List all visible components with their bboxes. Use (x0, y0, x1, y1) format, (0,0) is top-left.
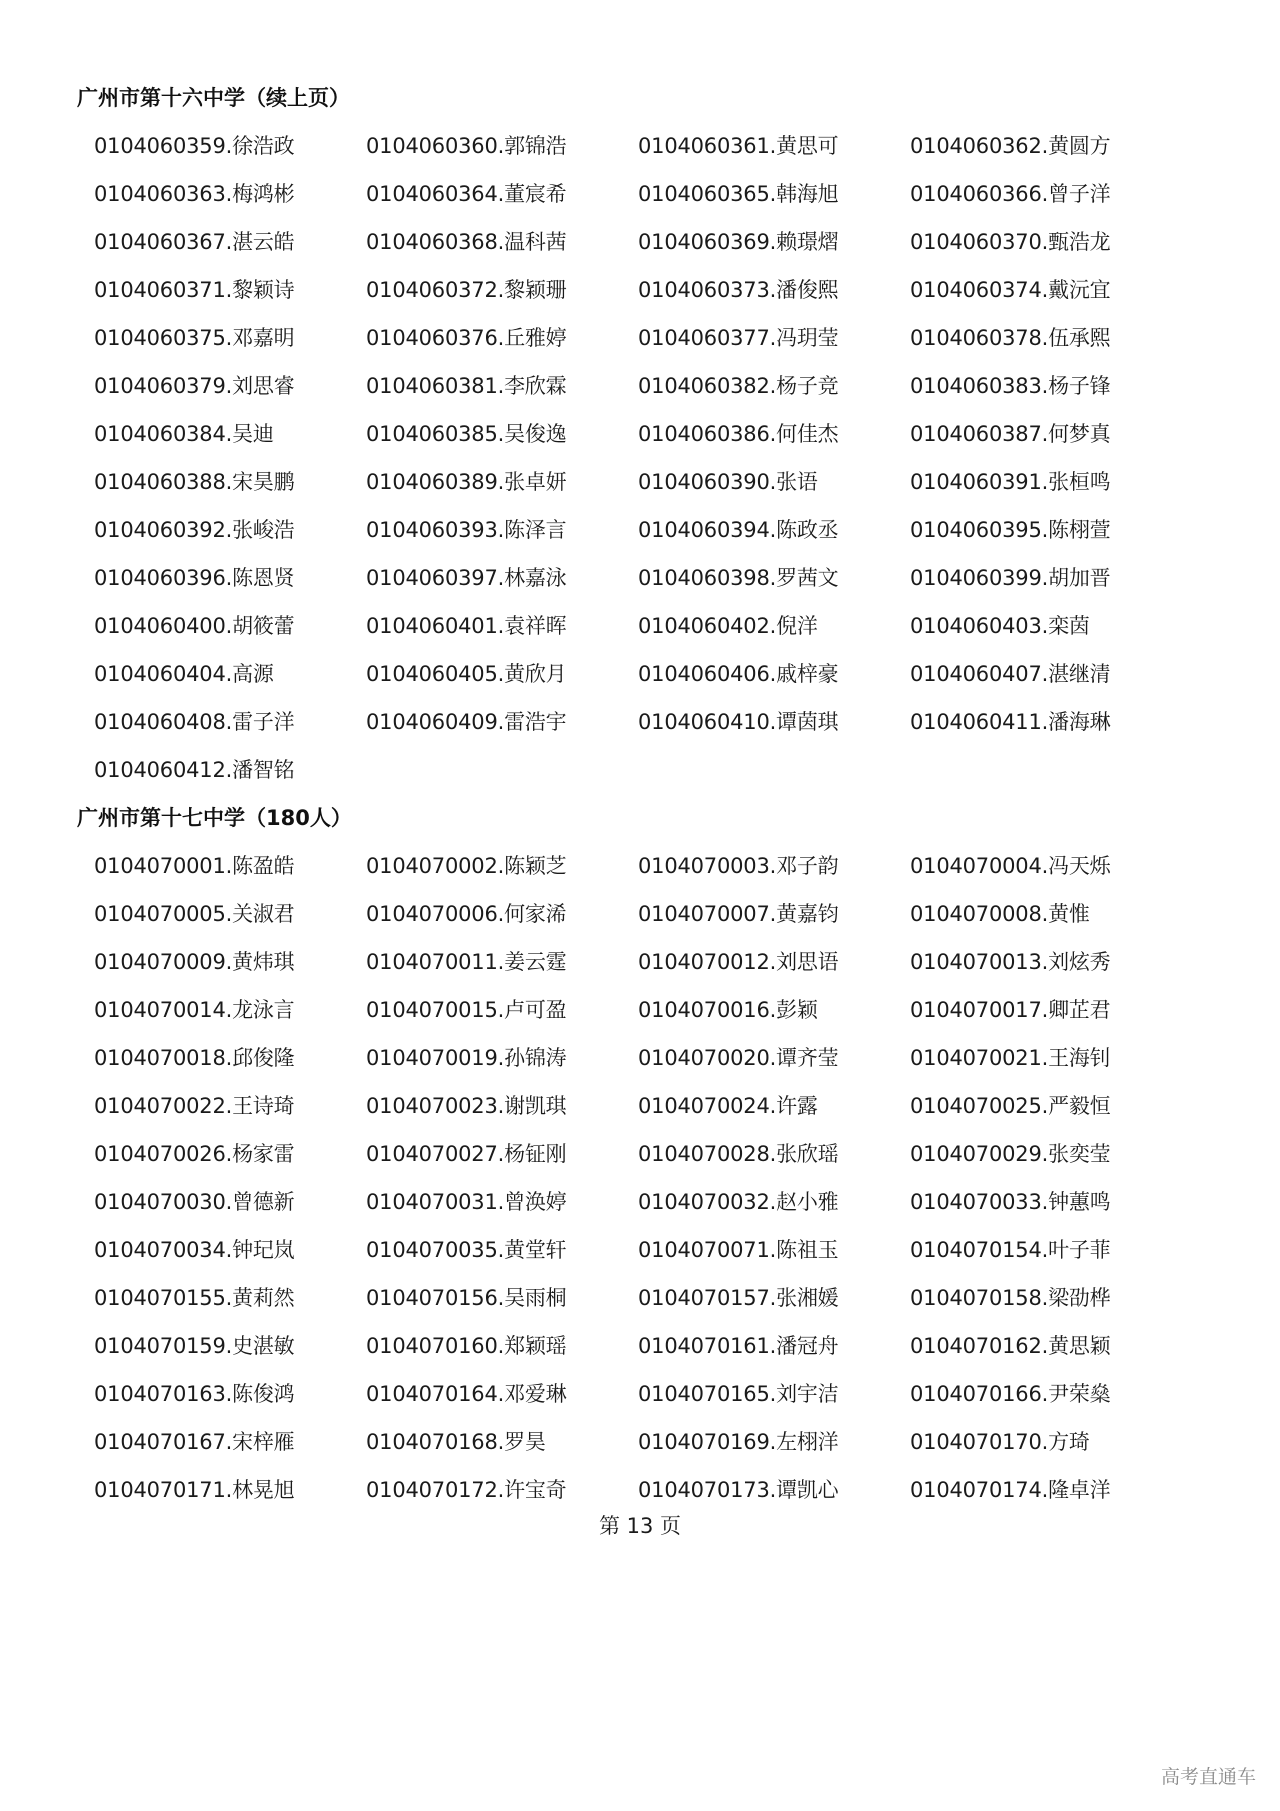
student-entry: 0104070173.谭凯心 (638, 1478, 839, 1502)
student-entry: 0104060369.赖璟熠 (638, 230, 839, 254)
student-entry: 0104070155.黄莉然 (94, 1286, 295, 1310)
student-entry: 0104070033.钟蕙鸣 (910, 1190, 1111, 1214)
student-entry: 0104070163.陈俊鸿 (94, 1382, 295, 1406)
student-entry: 0104070170.方琦 (910, 1430, 1090, 1454)
student-entry: 0104070071.陈祖玉 (638, 1238, 839, 1262)
student-entry: 0104060378.伍承熙 (910, 326, 1111, 350)
student-entry: 0104070002.陈颖芝 (366, 854, 567, 878)
student-entry: 0104070009.黄炜琪 (94, 950, 295, 974)
student-entry: 0104060399.胡加晋 (910, 566, 1111, 590)
student-entry: 0104060363.梅鸿彬 (94, 182, 295, 206)
student-entry: 0104070012.刘思语 (638, 950, 839, 974)
student-entry: 0104060371.黎颖诗 (94, 278, 295, 302)
student-entry: 0104060385.吴俊逸 (366, 422, 567, 446)
student-entry: 0104060410.谭茵琪 (638, 710, 839, 734)
student-entry: 0104060398.罗茜文 (638, 566, 839, 590)
student-entry: 0104070168.罗昊 (366, 1430, 546, 1454)
student-entry: 0104070008.黄惟 (910, 902, 1090, 926)
student-entry: 0104060375.邓嘉明 (94, 326, 295, 350)
student-entry: 0104070026.杨家雷 (94, 1142, 295, 1166)
student-entry: 0104070174.隆卓洋 (910, 1478, 1111, 1502)
student-entry: 0104070011.姜云霆 (366, 950, 567, 974)
student-entry: 0104060412.潘智铭 (94, 758, 295, 782)
student-entry: 0104070162.黄思颖 (910, 1334, 1111, 1358)
student-entry: 0104070164.邓爱琳 (366, 1382, 567, 1406)
student-entry: 0104060362.黄圆方 (910, 134, 1111, 158)
student-entry: 0104060400.胡筱蕾 (94, 614, 295, 638)
student-entry: 0104060372.黎颖珊 (366, 278, 567, 302)
student-entry: 0104060391.张桓鸣 (910, 470, 1111, 494)
student-entry: 0104060387.何梦真 (910, 422, 1111, 446)
section-title: 广州市第十六中学（续上页） (77, 86, 350, 110)
student-list (94, 842, 1194, 1514)
student-entry: 0104070017.卿芷君 (910, 998, 1111, 1022)
student-entry: 0104060364.董宸希 (366, 182, 567, 206)
student-entry: 0104070016.彭颖 (638, 998, 818, 1022)
student-entry: 0104070158.梁劭桦 (910, 1286, 1111, 1310)
student-entry: 0104060370.甄浩龙 (910, 230, 1111, 254)
student-entry: 0104060359.徐浩政 (94, 134, 295, 158)
student-entry: 0104060386.何佳杰 (638, 422, 839, 446)
student-entry: 0104070031.曾涣婷 (366, 1190, 567, 1214)
student-entry: 0104070001.陈盈皓 (94, 854, 295, 878)
student-entry: 0104070035.黄堂轩 (366, 1238, 567, 1262)
student-entry: 0104070027.杨钲刚 (366, 1142, 567, 1166)
student-entry: 0104060377.冯玥莹 (638, 326, 839, 350)
student-entry: 0104060396.陈恩贤 (94, 566, 295, 590)
student-entry: 0104070003.邓子韵 (638, 854, 839, 878)
student-entry: 0104060384.吴迪 (94, 422, 274, 446)
student-entry: 0104060411.潘海琳 (910, 710, 1111, 734)
student-entry: 0104060406.戚梓豪 (638, 662, 839, 686)
student-entry: 0104060388.宋昊鹏 (94, 470, 295, 494)
student-entry: 0104070023.谢凯琪 (366, 1094, 567, 1118)
student-entry: 0104070014.龙泳言 (94, 998, 295, 1022)
student-entry: 0104070018.邱俊隆 (94, 1046, 295, 1070)
student-entry: 0104070160.郑颖瑶 (366, 1334, 567, 1358)
watermark-text: 高考直通车 (1160, 1766, 1256, 1788)
student-entry: 0104060401.袁祥晖 (366, 614, 567, 638)
student-entry: 0104070159.史湛敏 (94, 1334, 295, 1358)
page-number: 第 13 页 (598, 1514, 682, 1538)
student-entry: 0104070169.左栩洋 (638, 1430, 839, 1454)
student-entry: 0104070015.卢可盈 (366, 998, 567, 1022)
student-entry: 0104060397.林嘉泳 (366, 566, 567, 590)
student-entry: 0104060374.戴沅宜 (910, 278, 1111, 302)
student-entry: 0104070019.孙锦涛 (366, 1046, 567, 1070)
student-entry: 0104070030.曾德新 (94, 1190, 295, 1214)
student-entry: 0104060390.张语 (638, 470, 818, 494)
student-entry: 0104060368.温科茜 (366, 230, 567, 254)
student-entry: 0104060366.曾子洋 (910, 182, 1111, 206)
student-entry: 0104070005.关淑君 (94, 902, 295, 926)
student-entry: 0104070004.冯天烁 (910, 854, 1111, 878)
student-entry: 0104060365.韩海旭 (638, 182, 839, 206)
student-list (94, 122, 1194, 794)
student-entry: 0104060405.黄欣月 (366, 662, 567, 686)
student-entry: 0104060394.陈政丞 (638, 518, 839, 542)
student-entry: 0104070154.叶子菲 (910, 1238, 1111, 1262)
student-entry: 0104060367.湛云皓 (94, 230, 295, 254)
student-entry: 0104060392.张峻浩 (94, 518, 295, 542)
student-entry: 0104060407.湛继清 (910, 662, 1111, 686)
student-entry: 0104070021.王海钊 (910, 1046, 1111, 1070)
student-entry: 0104060361.黄思可 (638, 134, 839, 158)
student-entry: 0104060383.杨子锋 (910, 374, 1111, 398)
student-entry: 0104070166.尹荣燊 (910, 1382, 1111, 1406)
student-entry: 0104070029.张奕莹 (910, 1142, 1111, 1166)
section-title: 广州市第十七中学（180人） (77, 806, 352, 830)
student-entry: 0104070167.宋梓雁 (94, 1430, 295, 1454)
student-entry: 0104070156.吴雨桐 (366, 1286, 567, 1310)
student-entry: 0104070013.刘炫秀 (910, 950, 1111, 974)
student-entry: 0104060379.刘思睿 (94, 374, 295, 398)
student-entry: 0104070025.严毅恒 (910, 1094, 1111, 1118)
student-entry: 0104070172.许宝奇 (366, 1478, 567, 1502)
student-entry: 0104060376.丘雅婷 (366, 326, 567, 350)
student-entry: 0104070034.钟玘岚 (94, 1238, 295, 1262)
student-entry: 0104070020.谭齐莹 (638, 1046, 839, 1070)
student-entry: 0104070171.林晃旭 (94, 1478, 295, 1502)
student-entry: 0104070032.赵小雅 (638, 1190, 839, 1214)
student-entry: 0104060409.雷浩宇 (366, 710, 567, 734)
student-entry: 0104070165.刘宇洁 (638, 1382, 839, 1406)
student-entry: 0104060382.杨子竞 (638, 374, 839, 398)
student-entry: 0104070161.潘冠舟 (638, 1334, 839, 1358)
student-entry: 0104070024.许露 (638, 1094, 818, 1118)
student-entry: 0104060395.陈栩萱 (910, 518, 1111, 542)
student-entry: 0104060389.张卓妍 (366, 470, 567, 494)
student-entry: 0104070006.何家浠 (366, 902, 567, 926)
student-entry: 0104070028.张欣瑶 (638, 1142, 839, 1166)
student-entry: 0104060393.陈泽言 (366, 518, 567, 542)
student-entry: 0104070007.黄嘉钧 (638, 902, 839, 926)
student-entry: 0104060404.高源 (94, 662, 274, 686)
student-entry: 0104060360.郭锦浩 (366, 134, 567, 158)
student-entry: 0104070022.王诗琦 (94, 1094, 295, 1118)
student-entry: 0104060381.李欣霖 (366, 374, 567, 398)
student-entry: 0104060373.潘俊熙 (638, 278, 839, 302)
student-entry: 0104070157.张湘媛 (638, 1286, 839, 1310)
student-entry: 0104060403.栾茵 (910, 614, 1090, 638)
student-entry: 0104060408.雷子洋 (94, 710, 295, 734)
student-entry: 0104060402.倪洋 (638, 614, 818, 638)
